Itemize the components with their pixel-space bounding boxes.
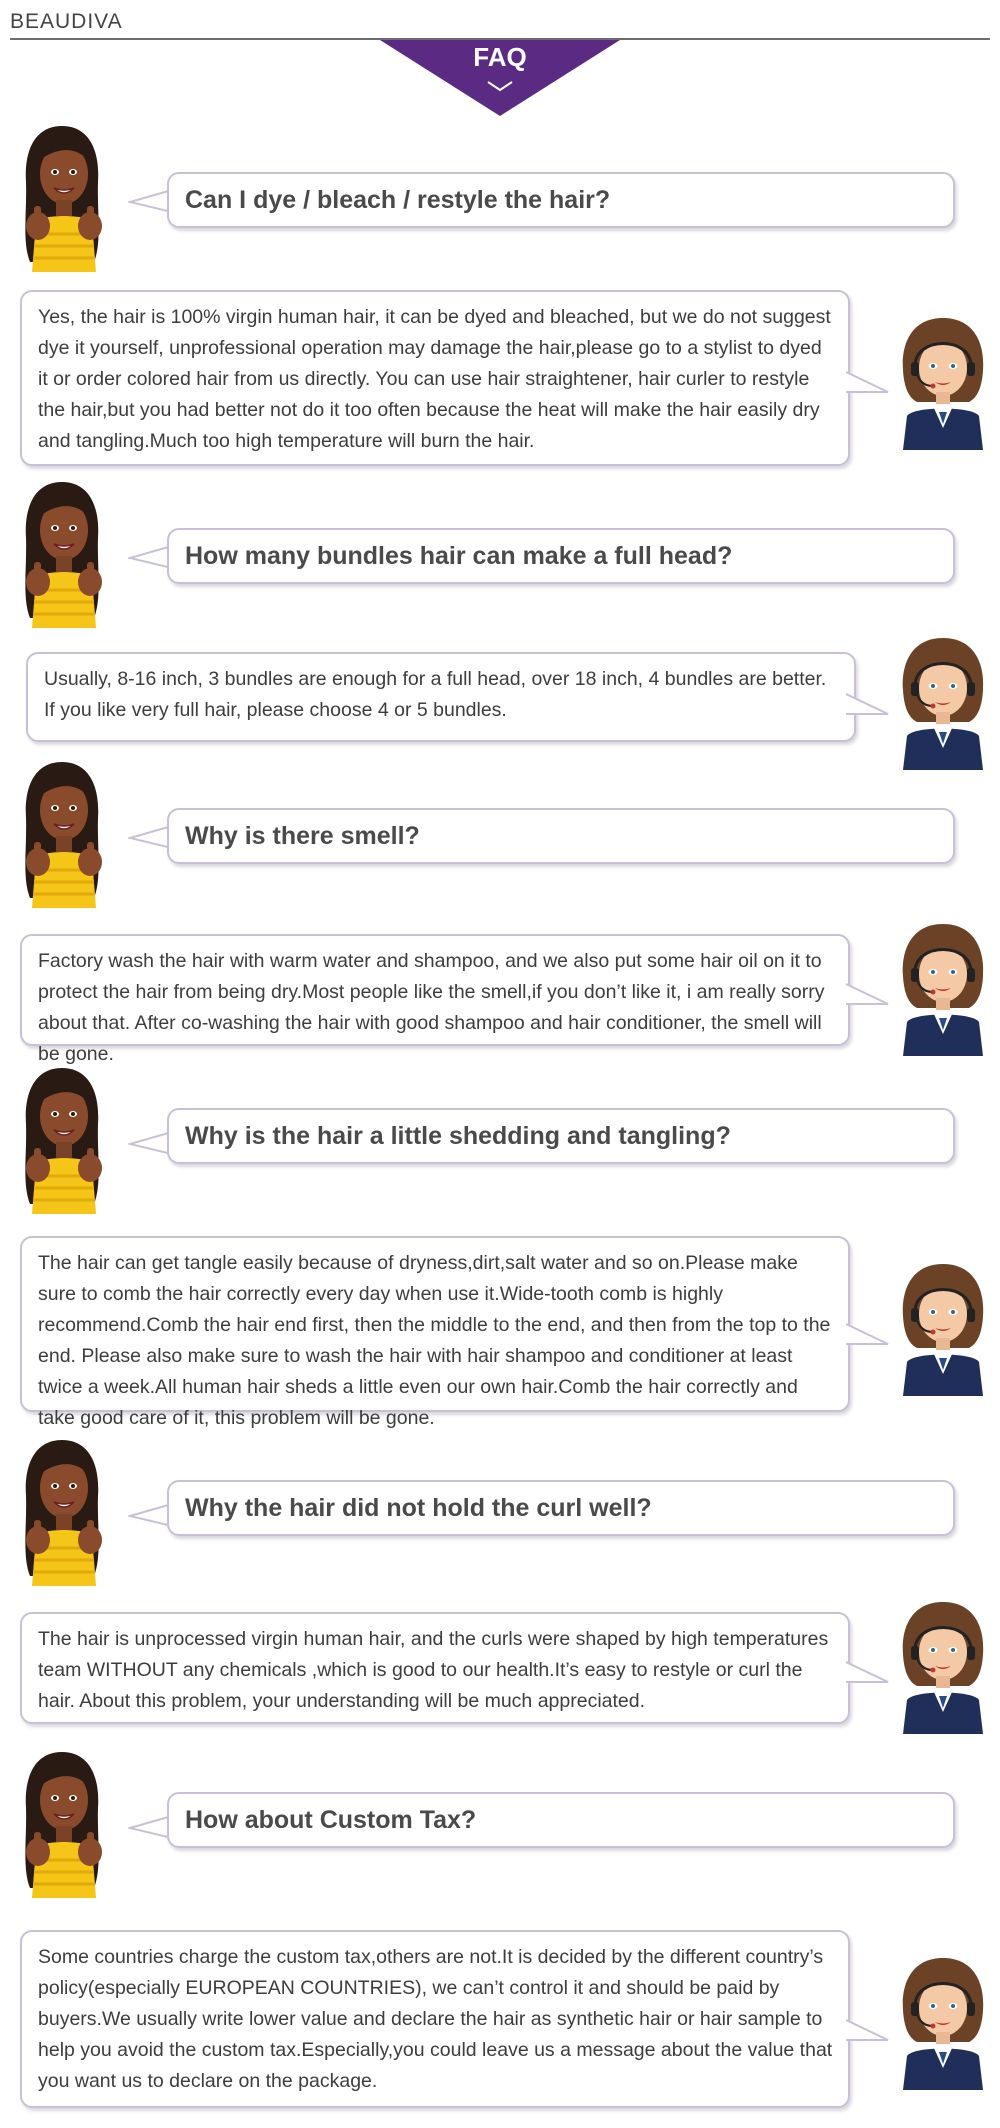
bubble-tail-icon <box>846 1660 890 1688</box>
customer-avatar <box>12 478 112 636</box>
bubble-tail-icon <box>128 824 172 850</box>
bubble-tail-icon <box>128 188 172 214</box>
support-agent-avatar <box>893 1952 993 2090</box>
question-text: Why the hair did not hold the curl well? <box>167 1480 955 1536</box>
answer-text: Yes, the hair is 100% virgin human hair, it can be dyed and bleached, but we do not suggest dye it yourself, unprofessional operation may damage the hair,please go to a stylist to dyed it or order colored hair from us directly. You can use hair straightener, hair curler to restyle the hair,but you had better not do it too often because the heat will make the hair easily dry and tangling.Much too high temperature will burn the hair. <box>20 290 850 466</box>
chevron-down-icon <box>486 80 514 92</box>
bubble-tail-icon <box>128 1814 172 1840</box>
support-agent-avatar <box>893 312 993 450</box>
question-text: Why is the hair a little shedding and tangling? <box>167 1108 955 1164</box>
question-text: How many bundles hair can make a full head? <box>167 528 955 584</box>
bubble-tail-icon <box>128 544 172 570</box>
bubble-tail-icon <box>846 982 890 1010</box>
support-agent-avatar <box>893 1596 993 1734</box>
customer-avatar <box>12 1064 112 1222</box>
brand-logo: BEAUDIVA <box>10 10 123 33</box>
answer-text: Factory wash the hair with warm water and shampoo, and we also put some hair oil on it to protect the hair from being dry.Most people like the smell,if you don’t like it, i am really sorry about that. After co-washing the hair with good shampoo and hair conditioner, the smell will be gone. <box>20 934 850 1046</box>
answer-text: The hair is unprocessed virgin human hair, and the curls were shaped by high temperatures team WITHOUT any chemicals ,which is good to our health.It’s easy to restyle or curl the hair. About this problem, your understanding will be much appreciated. <box>20 1612 850 1724</box>
bubble-tail-icon <box>846 692 890 720</box>
bubble-tail-icon <box>128 1502 172 1528</box>
faq-title: FAQ <box>473 42 527 72</box>
support-agent-avatar <box>893 1258 993 1396</box>
customer-avatar <box>12 1748 112 1906</box>
customer-avatar <box>12 122 112 280</box>
question-text: Can I dye / bleach / restyle the hair? <box>167 172 955 228</box>
support-agent-avatar <box>893 632 993 770</box>
question-text: Why is there smell? <box>167 808 955 864</box>
bubble-tail-icon <box>846 1322 890 1350</box>
answer-text: Some countries charge the custom tax,others are not.It is decided by the different country’s policy(especially EUROPEAN COUNTRIES), we can’t control it and should be paid by buyers.We usually write lower value and declare the hair as synthetic hair or hair sample to help you avoid the custom tax.Especially,you could leave us a message about the value that you want us to declare on the package. <box>20 1930 850 2108</box>
faq-banner <box>380 40 620 116</box>
support-agent-avatar <box>893 918 993 1056</box>
bubble-tail-icon <box>846 370 890 398</box>
answer-text: The hair can get tangle easily because of dryness,dirt,salt water and so on.Please make sure to comb the hair correctly every day when use it.Wide-tooth comb is highly recommend.Comb the hair end first, then the middle to the end, and then from the top to the end. Please also make sure to wash the hair with hair shampoo and conditioner at least twice a week.All human hair sheds a little even our own hair.Comb the hair correctly and take good care of it, this problem will be gone. <box>20 1236 850 1412</box>
question-text: How about Custom Tax? <box>167 1792 955 1848</box>
bubble-tail-icon <box>846 2018 890 2046</box>
customer-avatar <box>12 758 112 916</box>
bubble-tail-icon <box>128 1130 172 1156</box>
customer-avatar <box>12 1436 112 1594</box>
answer-text: Usually, 8-16 inch, 3 bundles are enough for a full head, over 18 inch, 4 bundles are better. If you like very full hair, please choose 4 or 5 bundles. <box>26 652 856 742</box>
